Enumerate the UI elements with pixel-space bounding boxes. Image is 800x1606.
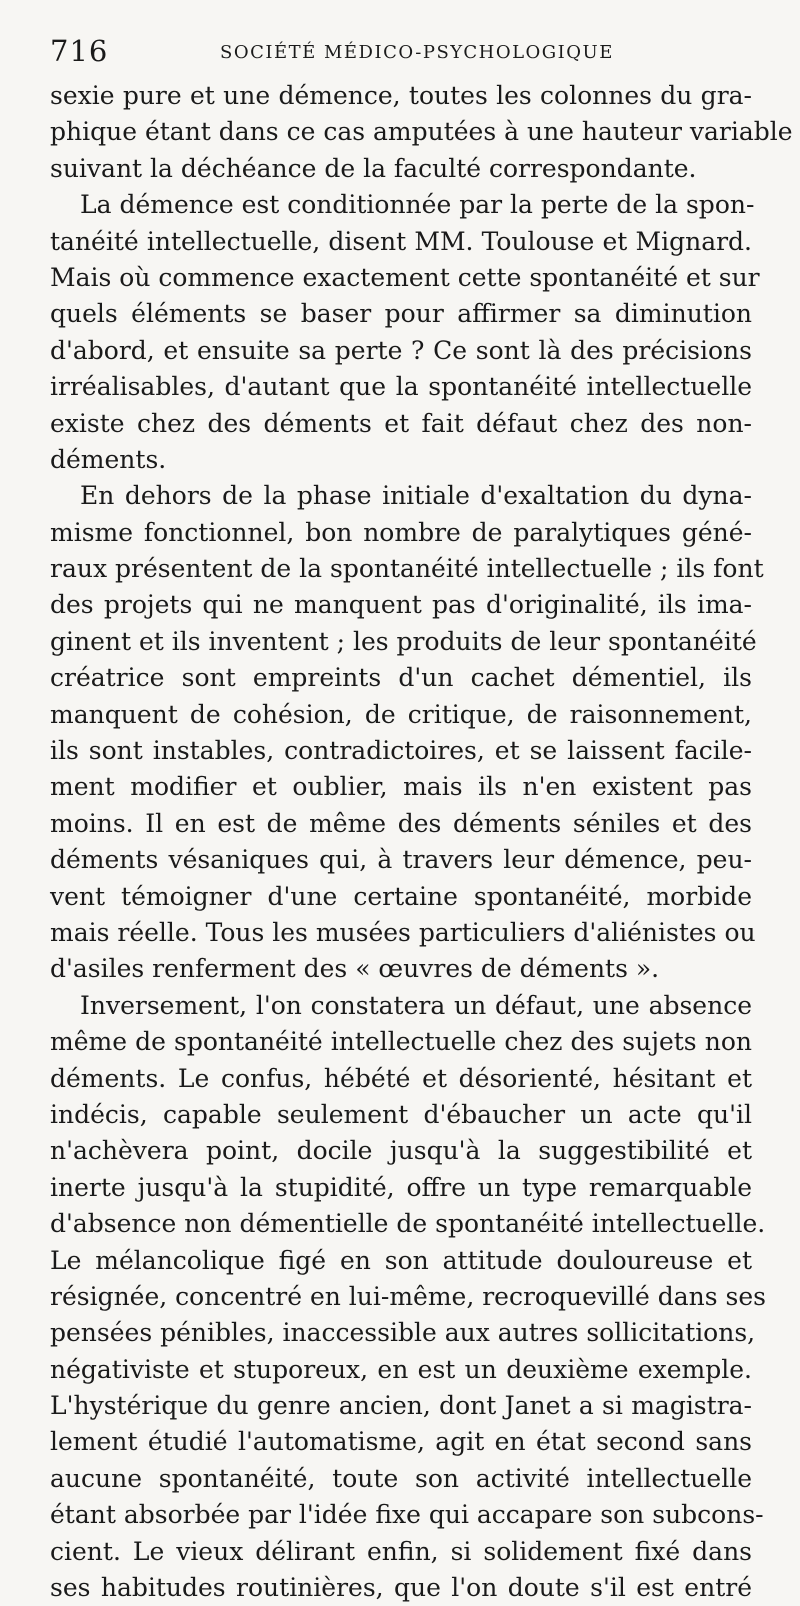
text-line: raux présentent de la spontanéité intellectuelle ; ils font — [50, 554, 764, 584]
text-line: suivant la déchéance de la faculté correspondante. — [50, 153, 697, 183]
text-line: lement étudié l'automatisme, agit en état second sans — [50, 1427, 752, 1457]
text-line: inerte jusqu'à la stupidité, offre un type remarquable — [50, 1172, 752, 1202]
text-line: sexie pure et une démence, toutes les colonnes du gra- — [50, 81, 752, 110]
text-line: Inversement, l'on constatera un défaut, une absence — [80, 990, 752, 1020]
text-line: La démence est conditionnée par la perte de la spon- — [80, 190, 755, 220]
text-line: cient. Le vieux délirant enfin, si solidement fixé dans — [50, 1536, 752, 1566]
text-line: tanéité intellectuelle, disent MM. Toulouse et Mignard. — [50, 226, 752, 256]
text-line: aucune spontanéité, toute son activité intellectuelle — [50, 1463, 752, 1493]
text-line: quels éléments se baser pour affirmer sa diminution — [50, 299, 752, 329]
text-line: irréalisables, d'autant que la spontanéité intellectuelle — [50, 372, 752, 402]
text-line: créatrice sont empreints d'un cachet démentiel, ils — [50, 663, 752, 693]
text-line: manquent de cohésion, de critique, de raisonnement, — [50, 699, 752, 729]
text-line: ils sont instables, contradictoires, et se laissent facile- — [50, 736, 752, 766]
text-line: En dehors de la phase initiale d'exaltation du dyna- — [80, 481, 752, 511]
text-line: phique étant dans ce cas amputées à une hauteur variable — [50, 117, 793, 147]
text-line: résignée, concentré en lui-même, recroquevillé dans ses — [50, 1281, 766, 1311]
text-line: ses habitudes routinières, que l'on doute s'il est entré — [50, 1573, 752, 1603]
text-line: étant absorbée par l'idée fixe qui accapare son subcons- — [50, 1500, 764, 1530]
text-line: ginent et ils inventent ; les produits de leur spontanéité — [50, 626, 757, 656]
text-line: d'abord, et ensuite sa perte ? Ce sont là des précisions — [50, 335, 752, 365]
text-line: Le mélancolique figé en son attitude douloureuse et — [50, 1245, 752, 1275]
running-head: SOCIÉTÉ MÉDICO-PSYCHOLOGIQUE — [220, 42, 614, 63]
text-line: moins. Il en est de même des déments séniles et des — [50, 808, 752, 838]
text-line: existe chez des déments et fait défaut chez des non- — [50, 408, 752, 438]
text-line: négativiste et stuporeux, en est un deuxième exemple. — [50, 1354, 752, 1384]
text-line: ment modifier et oublier, mais ils n'en existent pas — [50, 772, 752, 802]
text-line: déments. Le confus, hébété et désorienté, hésitant et — [50, 1063, 752, 1093]
text-line: des projets qui ne manquent pas d'originalité, ils ima- — [50, 590, 752, 620]
body-text — [50, 78, 793, 1606]
text-line: Mais où commence exactement cette spontanéité et sur — [50, 262, 760, 292]
text-line: pensées pénibles, inaccessible aux autres sollicitations, — [50, 1318, 756, 1348]
text-line: d'absence non démentielle de spontanéité intellectuelle. — [50, 1209, 766, 1239]
text-line: mais réelle. Tous les musées particuliers d'aliénistes ou — [50, 917, 756, 947]
text-line: déments. — [50, 444, 167, 474]
text-line: L'hystérique du genre ancien, dont Janet a si magistra- — [50, 1391, 752, 1421]
page-number: 716 — [50, 34, 109, 68]
text-line: n'achèvera point, docile jusqu'à la suggestibilité et — [50, 1136, 752, 1166]
page-header — [50, 34, 750, 74]
text-line: d'asiles renferment des « œuvres de déments ». — [50, 954, 660, 984]
text-line: même de spontanéité intellectuelle chez des sujets non — [50, 1027, 752, 1057]
text-line: vent témoigner d'une certaine spontanéité, morbide — [50, 881, 752, 911]
text-line: déments vésaniques qui, à travers leur démence, peu- — [50, 845, 752, 875]
text-line: misme fonctionnel, bon nombre de paralytiques géné- — [50, 517, 752, 547]
text-line: indécis, capable seulement d'ébaucher un acte qu'il — [50, 1099, 752, 1129]
